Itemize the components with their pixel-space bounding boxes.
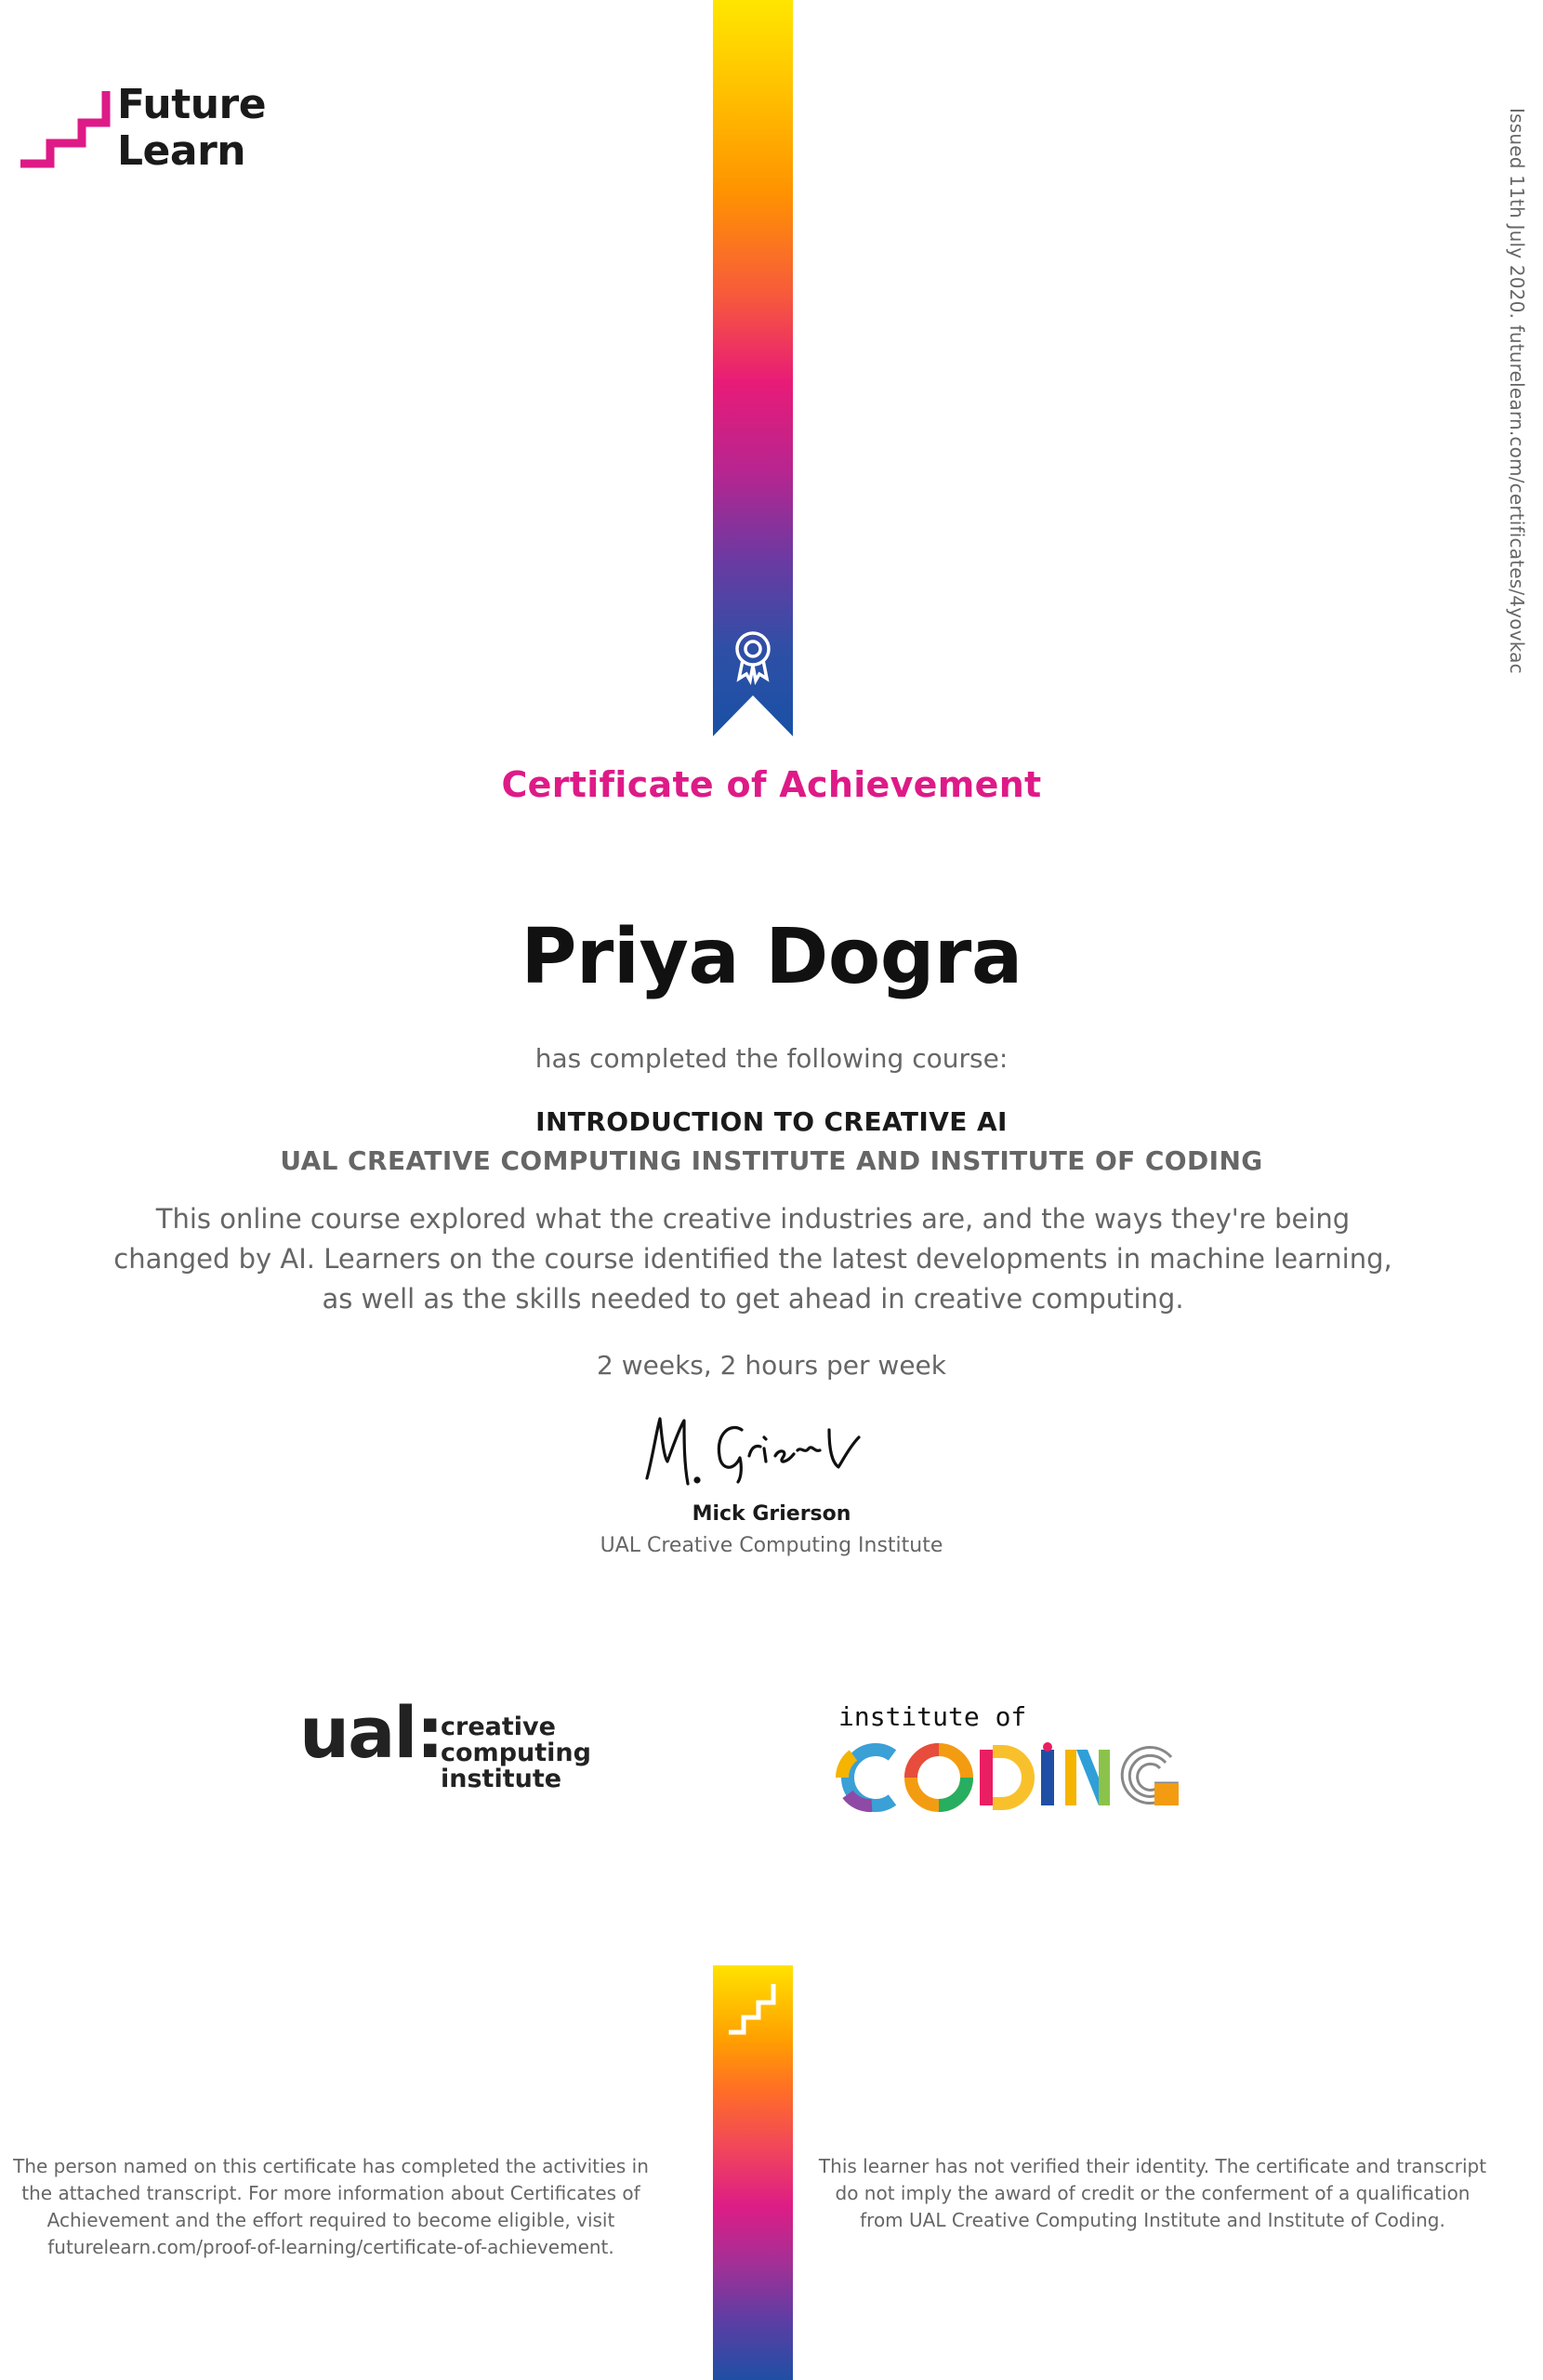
footer-right-note: This learner has not verified their identity. The certificate and transcript do not imply the award of credit or the conferment of a qualification from UAL Creative Computing Institute and Institute of Coding. xyxy=(818,2155,1487,2231)
ual-subtitle xyxy=(441,1714,690,1792)
ual-wordmark: ual: xyxy=(299,1691,442,1774)
logo-line-1: Future xyxy=(117,81,267,128)
issued-info: Issued 11th July 2020. futurelearn.com/certificates/4yovkac xyxy=(1506,108,1528,674)
certificate-title: Certificate of Achievement xyxy=(501,764,1042,805)
institute-of-coding-logo xyxy=(835,1701,1207,1813)
ioc-coding-wordmark xyxy=(835,1742,1207,1813)
ual-subtitle-line-1: creative computing xyxy=(441,1712,591,1767)
futurelearn-logo xyxy=(19,82,270,175)
futurelearn-steps-icon xyxy=(19,86,112,169)
signer-name: Mick Grierson xyxy=(692,1502,851,1526)
course-provider: UAL CREATIVE COMPUTING INSTITUTE AND INSTITUTE OF CODING xyxy=(280,1145,1263,1176)
course-duration: 2 weeks, 2 hours per week xyxy=(597,1350,946,1381)
course-description: This online course explored what the creative industries are, and the ways they're being changed by AI. Learners on the course identified the latest developments in machine learning, as well as the skills needed to get ahead in creative computing. xyxy=(113,1203,1392,1315)
ioc-small-text: institute of xyxy=(838,1701,1027,1732)
signer-organization: UAL Creative Computing Institute xyxy=(600,1534,943,1557)
ribbon-top xyxy=(713,0,793,736)
course-title: INTRODUCTION TO CREATIVE AI xyxy=(535,1106,1008,1137)
futurelearn-wordmark xyxy=(117,82,266,175)
signature-image xyxy=(640,1409,881,1493)
steps-icon xyxy=(725,1980,781,2038)
logo-line-2: Learn xyxy=(117,127,246,175)
footer-left-note: The person named on this certificate has completed the activities in the attached transcript. For more information about Certificates of Achievement and the effort required to become eligible, visit futurelearn.com/proof-of-learning/certificate-of-achievement. xyxy=(13,2155,649,2258)
completed-text: has completed the following course: xyxy=(534,1043,1009,1074)
learner-name: Priya Dogra xyxy=(521,913,1022,1001)
ual-creative-computing-logo xyxy=(299,1691,690,1793)
ual-subtitle-line-2: institute xyxy=(441,1765,562,1793)
